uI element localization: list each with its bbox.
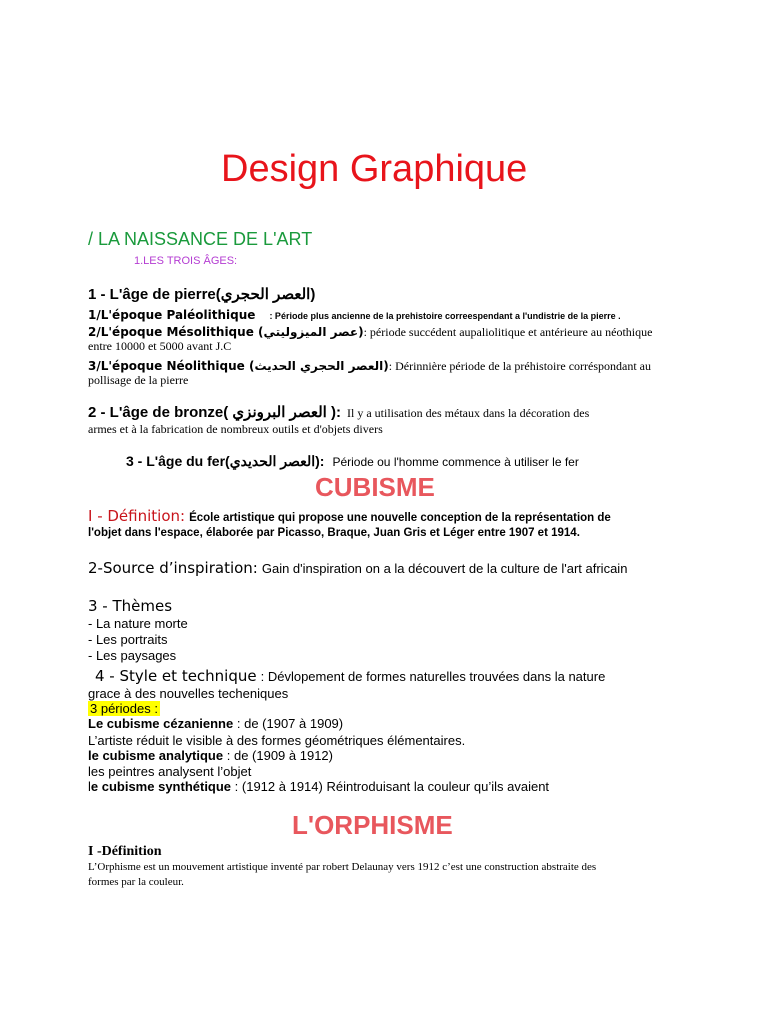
period-analytique-text: : de (1909 à 1912) bbox=[226, 748, 333, 763]
theme-item: - Les paysages bbox=[88, 648, 177, 663]
cubisme-source bbox=[88, 559, 627, 578]
paleolithique-text: : Période plus ancienne de la prehistoire correespendant a l'undistrie de la pierre . bbox=[269, 311, 621, 321]
cubisme-heading: CUBISME bbox=[315, 472, 435, 502]
period-cezanienne-text: : de (1907 à 1909) bbox=[236, 716, 344, 731]
cubisme-themes-label: 3 - Thèmes bbox=[88, 597, 173, 615]
mesolithique-text-2: entre 10000 et 5000 avant J.C bbox=[88, 339, 232, 353]
period-analytique bbox=[88, 748, 333, 763]
cubisme-source-text: Gain d'inspiration on a la découvert de la culture de l'art africain bbox=[261, 561, 628, 576]
orphisme-definition-text: L’Orphisme est un mouvement artistique inventé par robert Delaunay vers 1912 c’est une construction abstraite des bbox=[88, 861, 597, 873]
cubisme-source-label: 2-Source d’inspiration: bbox=[88, 559, 258, 577]
theme-item: - La nature morte bbox=[88, 616, 188, 631]
period-synthetique-text: : (1912 à 1914) Réintroduisant la couleur qu’ils avaient bbox=[234, 779, 550, 794]
period-analytique-label: le cubisme analytique bbox=[88, 748, 224, 763]
neolithique-text-2: pollisage de la pierre bbox=[88, 373, 189, 387]
cubisme-style-label: 4 - Style et technique bbox=[95, 667, 257, 685]
cubisme-definition-label: I - Définition: bbox=[88, 507, 186, 525]
cubisme-definition-text: École artistique qui propose une nouvelle conception de la représentation de bbox=[189, 512, 611, 524]
age-bronze-title: 2 - L'âge de bronze( العصر البرونزي ): bbox=[88, 404, 341, 421]
period-cezanienne-label: Le cubisme cézanienne bbox=[88, 716, 234, 731]
mesolithique-text: : période succédent aupaliolitique et antérieure au néothique bbox=[363, 325, 653, 339]
period-cezanienne bbox=[88, 716, 343, 731]
epoque-paleolithique bbox=[88, 306, 621, 324]
cubisme-style-text-2: grace à des nouvelles techeniques bbox=[88, 686, 289, 701]
subheading-trois-ages: 1.LES TROIS ÂGES: bbox=[134, 255, 238, 267]
orphisme-heading: L'ORPHISME bbox=[292, 810, 453, 840]
period-cezanienne-desc: L’artiste réduit le visible à des formes géométriques élémentaires. bbox=[88, 733, 466, 748]
age-fer-title: 3 - L'âge du fer(العصر الحديدي): bbox=[126, 453, 325, 469]
page-title: Design Graphique bbox=[221, 148, 528, 190]
neolithique-label: 3/L'époque Néolithique (العصر الحجري الحديث) bbox=[88, 359, 389, 373]
cubisme-style-text: : Dévlopement de formes naturelles trouvées dans la nature bbox=[260, 669, 606, 684]
theme-item: - Les portraits bbox=[88, 632, 168, 647]
neolithique-text: : Dérinnière période de la préhistoire corréspondant au bbox=[388, 359, 651, 373]
cubisme-definition bbox=[88, 507, 611, 526]
mesolithique-label: 2/L'époque Mésolithique (عصر الميزوليتي) bbox=[88, 325, 364, 339]
age-pierre-title: 1 - L'âge de pierre(العصر الحجري) bbox=[88, 286, 316, 303]
age-bronze-text: Il y a utilisation des métaux dans la décoration des bbox=[347, 406, 590, 420]
age-bronze-text-2: armes et à la fabrication de nombreux outils et d'objets divers bbox=[88, 422, 383, 436]
age-fer-text: Période ou l'homme commence à utiliser le fer bbox=[332, 455, 579, 469]
period-synthetique-label: e cubisme synthétique bbox=[90, 779, 232, 794]
cubisme-definition-text-2: l'objet dans l'espace, élaborée par Picasso, Braque, Juan Gris et Léger entre 1907 et 1914. bbox=[88, 527, 580, 539]
period-synthetique bbox=[88, 779, 549, 794]
orphisme-definition-text-2: formes par la couleur. bbox=[88, 876, 184, 888]
section-heading-naissance: / LA NAISSANCE DE L'ART bbox=[88, 229, 313, 249]
paleolithique-label: 1/L'époque Paléolithique bbox=[88, 308, 256, 322]
age-bronze bbox=[88, 403, 589, 422]
period-analytique-desc: les peintres analysent l’objet bbox=[88, 764, 252, 779]
period-synthetique-prefix: l bbox=[88, 779, 91, 794]
cubisme-style bbox=[95, 667, 605, 686]
orphisme-definition-label: I -Définition bbox=[88, 844, 162, 859]
age-fer bbox=[126, 453, 579, 471]
periods-label: 3 périodes : bbox=[90, 701, 158, 716]
